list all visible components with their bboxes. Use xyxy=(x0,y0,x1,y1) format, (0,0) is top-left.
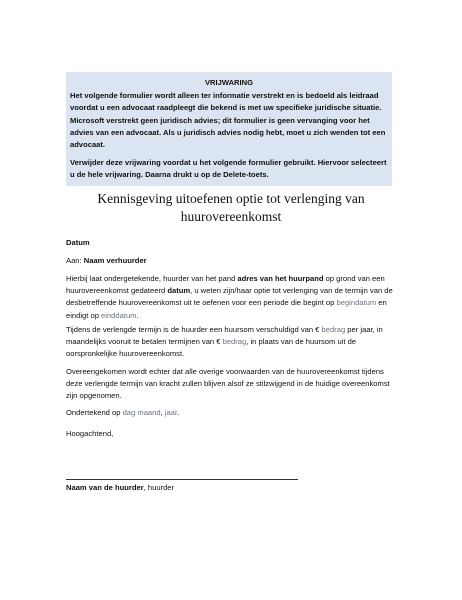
start-date-placeholder: begindatum xyxy=(336,298,377,308)
p1-text-1: Hierbij laat ondergetekende, huurder van het pand xyxy=(66,274,238,283)
disclaimer-title: VRIJWARING xyxy=(204,78,254,87)
year-placeholder: jaar xyxy=(164,408,178,417)
end-date-placeholder: einddatum xyxy=(101,310,137,320)
recipient-prefix: Aan: xyxy=(66,256,84,265)
annual-amount-placeholder: bedrag xyxy=(321,325,346,334)
day-placeholder: dag xyxy=(122,408,136,417)
recipient-line xyxy=(66,255,396,267)
p2-text-2: per jaar, in maandelijks vooruit te betalen termijnen van € xyxy=(66,325,383,347)
p2-text-3: , in plaats van de huursom uit de oorspronkelijke huurovereenkomst. xyxy=(66,337,357,359)
paragraph-notice xyxy=(66,273,396,322)
paragraph-rent xyxy=(66,324,396,361)
closing-salutation: Hoogachtend, xyxy=(66,429,114,438)
disclaimer-box xyxy=(66,72,392,186)
signed-prefix: Ondertekend op xyxy=(66,408,123,417)
date-field: Datum xyxy=(66,238,90,247)
agreement-date: datum xyxy=(167,286,191,296)
p1-text-3: , u weten zijn/haar optie tot verlenging van de termijn van de desbetreffende huurovereenkomst uit te oefenen voor een periode die begint op xyxy=(66,286,393,308)
recipient-name: Naam verhuurder xyxy=(83,256,147,265)
tenant-role: , huurder xyxy=(143,483,175,492)
disclaimer-paragraph-1: Het volgende formulier wordt alleen ter informatie verstrekt en is bedoeld als leidraad voordat u een advocaat raadpleegt die bekend is met uw specifieke juridische situatie. Microsoft verstrekt geen juridisch advies; dit formulier is geen vervanging voor het advies van een advocaat. Als u juridisch advies nodig hebt, moet u zich wenden tot een advocaat. xyxy=(70,91,386,150)
signature-block xyxy=(66,482,396,494)
paragraph-conditions: Overeengekomen wordt echter dat alle overige voorwaarden van de huurovereenkomst tijdens deze verlengde termijn van kracht zullen blijven alsof ze stilzwijgend in de huidige overeenkomst zijn opgenomen. xyxy=(66,367,390,401)
disclaimer-paragraph-2: Verwijder deze vrijwaring voordat u het volgende formulier gebruikt. Hiervoor selecteert u de hele vrijwaring. Daarna drukt u op de Delete-toets. xyxy=(70,158,387,180)
signature-line xyxy=(66,479,298,480)
property-address: adres van het huurpand xyxy=(237,274,324,283)
signed-line: Ondertekend op dag maand, jaar. xyxy=(66,408,180,417)
p2-text-1: Tijdens de verlengde termijn is de huurder een huursom verschuldigd van € xyxy=(66,325,322,334)
tenant-name: Naam van de huurder xyxy=(66,483,144,492)
monthly-amount-placeholder: bedrag xyxy=(222,337,247,347)
p1-text-2: op grond van een huurovereenkomst gedateerd xyxy=(66,274,385,296)
p1-text-4: en eindigt op xyxy=(66,298,387,320)
signed-suffix: . xyxy=(177,408,180,417)
month-placeholder: maand xyxy=(137,408,161,417)
p1-text-5: . xyxy=(136,310,139,320)
document-title: Kennisgeving uitoefenen optie tot verlenging van huurovereenkomst xyxy=(97,191,365,224)
